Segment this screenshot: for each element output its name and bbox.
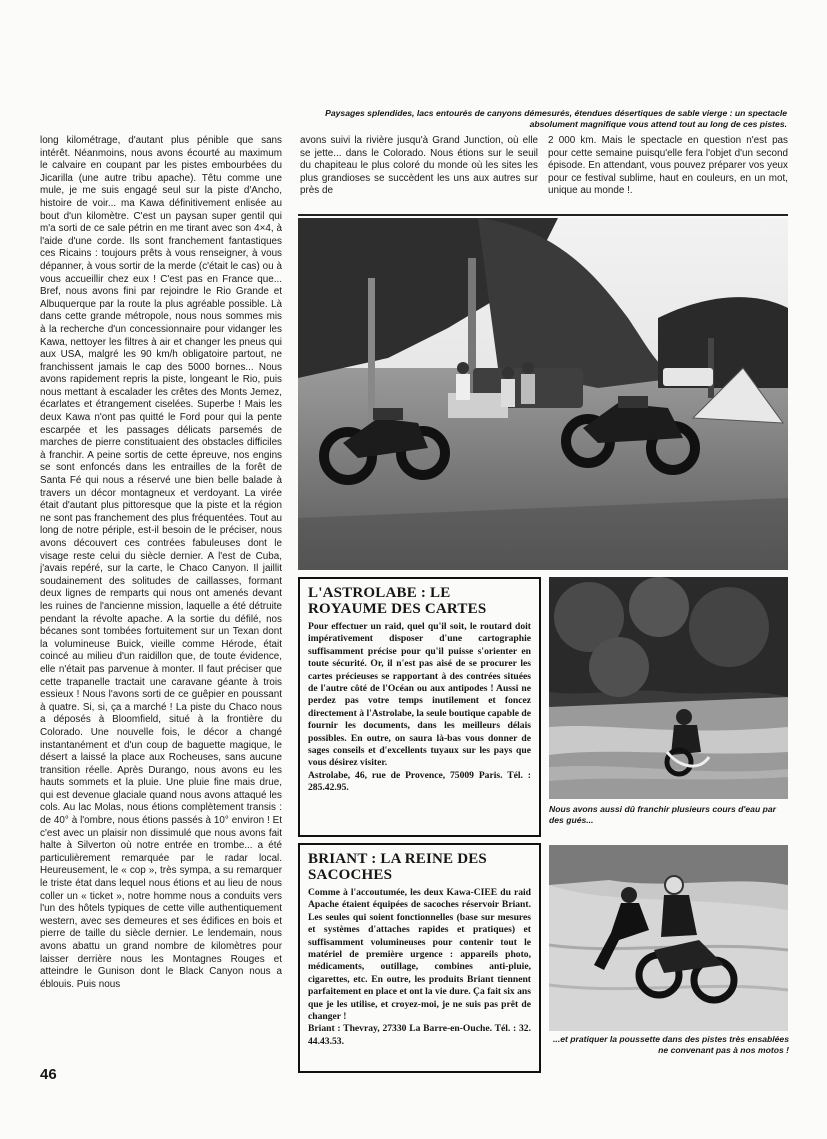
- briant-body: Comme à l'accoutumée, les deux Kawa-CIEE du raid Apache étaient équipées de sacoches réservoir Briant. Les seules qui soient fonctionnelles (base sur mesures et systèmes d'attaches rapides et pratiques) et suffisamment volumineuses pour contenir tout le matériel de première urgence : appareils photo, médicaments, outillage, combines anti-pluie, cigarettes, etc. En outre, les produits Briant tiennent parfaitement en place et ont la vie dure. Ça fait six ans que je les utilise, et croyez-moi, je ne suis pas prêt de changer !: [308, 887, 531, 1023]
- article-text-col1: long kilométrage, d'autant plus pénible que sans intérêt. Néanmoins, nous avons écourté au maximum le calvaire en coupant par les pistes embourbées du Jicarilla (une autre tribu apache). Têtu comme une mule, je me suis engagé seul sur la piste d'Ancho, histoire de voir... ma Kawa définitivement enlisée au bout d'un kilomètre. C'est un paysan super gentil qui m'a sorti de ce sale pétrin en me tirant avec son 4×4, à l'aide d'une corde. Ils sont franchement fantastiques ces Ricains : toujours prêts à vous renseigner, à vous dépanner, à vous sortir de la merde (c'était le cas) ou à vous accueillir chez eux ! C'est pas en France que... Bref, nous avons fini par rejoindre le Rio Grande et Albuquerque par la route la plus agréable possible. Là dans cette grande métropole, nous nous sommes mis à la recherche d'un concessionnaire pour vidanger les Kawa, nettoyer les filtres à air et changer les pneus qui aux USA, malgré les 90 km/h obligatoire partout, ne franchissent jamais le cap des 5000 bornes... Nous avons rapidement repris la piste, longeant le Rio, puis nous mettant à escalader les crêtes des Monts Jemez, écarlates et étrangement ciselées. Superbe ! Mais les deux Kawa n'ont pas quitté le Ford pour qui la pente escarpée et les passages délicats parsemés de marches de pierre constituaient des obstacles difficiles à franchir. A peine sortis de cette épreuve, nos engins se sont enfoncés dans les entrailles de la forêt de Santa Fé qui nous a réservé une bien belle balade à travers un décor montagneux et verdoyant. La virée était d'autant plus pittoresque que la piste et la région ne sont pas franchement des plus fréquentées. Tout au long de notre périple, est-il besoin de le préciser, nous avons découvert ces contrées fabuleuses dont le visage reste celui du siècle dernier. A l'est de Cuba, j'avais repéré, sur la carte, le Chaco Canyon. Il jaillit soudainement des solitudes de caillasses, formant deux lignes de remparts qui nous ont amenés devant les ruines de l'ancienne mission, laquelle a été détruite pendant la révolte apache. A la sortie du défilé, nos bécanes sont tombées fortuitement sur un Texan dont la volumineuse Buick, vieille comme Hérode, était coincé au milieu d'un raidillon que, de toute évidence, elle n'était pas parvenue à monter. Il faut préciser que cette trapanelle tractait une caravane géante à trois essieux ! Nous l'avons sorti de ce guêpier en poussant à quatre. Si, si, ça a marché ! La piste du Chaco nous a déposés à Bloomfield, situé à la frontière du Colorado. Une nouvelle fois, le décor a changé instantanément et d'un coup de baguette magique, le désert a laissé la place aux Rocheuses, sans aucune transition réelle. Après Durango, nous avons eu les hauts sommets et la pluie. Une pluie fine mais drue, qui est devenue glaciale quand nous avons attaqué les cols. Au lac Molas, nous étions complètement transis : de 40° à l'ombre, nous étions passés à 10° environ ! Et c'est avec un plaisir non dissimulé que nous avons fait halte à Silverton où notre entrée en trombe... a été particulièrement remarquée par le radar local. Heureusement, le « cop », très sympa, a su remarquer le triste état dans lequel nous étions et au lieu de nous coller un « ticket », notre homme nous a conduits vers l'un des hôtels typiques de cette ville authentiquement western, avec ses demeures et ses édifices en bois et pierre de taille du siècle dernier. Le lendemain, nous avons abattu un grand nombre de kilomètres pour laisser derrière nous les Montagnes Rouges et atteindre le Gunison dont le Black Canyon nous a éblouis. Puis nous: [40, 135, 282, 990]
- page-number: 46: [40, 1066, 57, 1083]
- article-text-col2: avons suivi la rivière jusqu'à Grand Junction, où elle se jette... dans le Colorado. Nous étions sur le seuil du chapiteau le plus coloré du monde où les sites les plus grandioses se succèdent les uns aux autres sur près de: [300, 135, 538, 197]
- article-column-1: [40, 135, 282, 1075]
- astrolabe-address: Astrolabe, 46, rue de Provence, 75009 Paris. Tél. : 285.42.95.: [308, 769, 531, 794]
- astrolabe-title: L'ASTROLABE : LE ROYAUME DES CARTES: [308, 585, 487, 617]
- briant-box: [298, 843, 541, 1073]
- briant-address: Briant : Thevray, 27330 La Barre-en-Ouche. Tél. : 32. 44.43.53.: [308, 1023, 531, 1047]
- campsite-photo: [298, 218, 788, 570]
- push-photo-caption: ...et pratiquer la poussette dans des pistes très ensablées ne convenant pas à nos motos !: [553, 1034, 789, 1055]
- top-photo-caption: Paysages splendides, lacs entourés de canyons démesurés, étendues désertiques de sable vierge : un spectacle absolument magnifique vous attend tout au long de ces pistes.: [325, 108, 787, 129]
- horizontal-rule: [298, 214, 788, 216]
- article-column-3: [548, 135, 788, 215]
- briant-title: BRIANT : LA REINE DES SACOCHES: [308, 851, 487, 883]
- sand-push-photo: [549, 845, 788, 1031]
- river-crossing-photo: [549, 577, 788, 799]
- article-text-col3: 2 000 km. Mais le spectacle en question n'est pas pour cette semaine puisqu'elle fera l'objet d'un second épisode. En attendant, vous pouvez préparer vos yeux pour ce festival sublime, haut en couleurs, en un mot, unique au monde !.: [548, 135, 788, 197]
- article-column-2: [300, 135, 538, 215]
- astrolabe-body: Pour effectuer un raid, quel qu'il soit, le routard doit impérativement disposer d'une cartographie suffisamment précise pour qu'il puisse s'orienter en toute sécurité. Or, il n'est pas aisé de se procurer les cartes précieuses se rapportant à des contrées situées de l'autre côté de l'Océan ou aux antipodes ! Aussi ne perdez pas votre temps inutilement et foncez directement à l'Astrolabe, la seule boutique capable de fournir les documents, dans les meilleurs délais possibles. En outre, on saura là-bas vous donner de sages conseils et d'excellents tuyaux sur les pays que vous désirez visiter.: [308, 621, 531, 769]
- astrolabe-box: [298, 577, 541, 837]
- river-photo-caption: Nous avons aussi dû franchir plusieurs cours d'eau par des gués...: [549, 804, 776, 825]
